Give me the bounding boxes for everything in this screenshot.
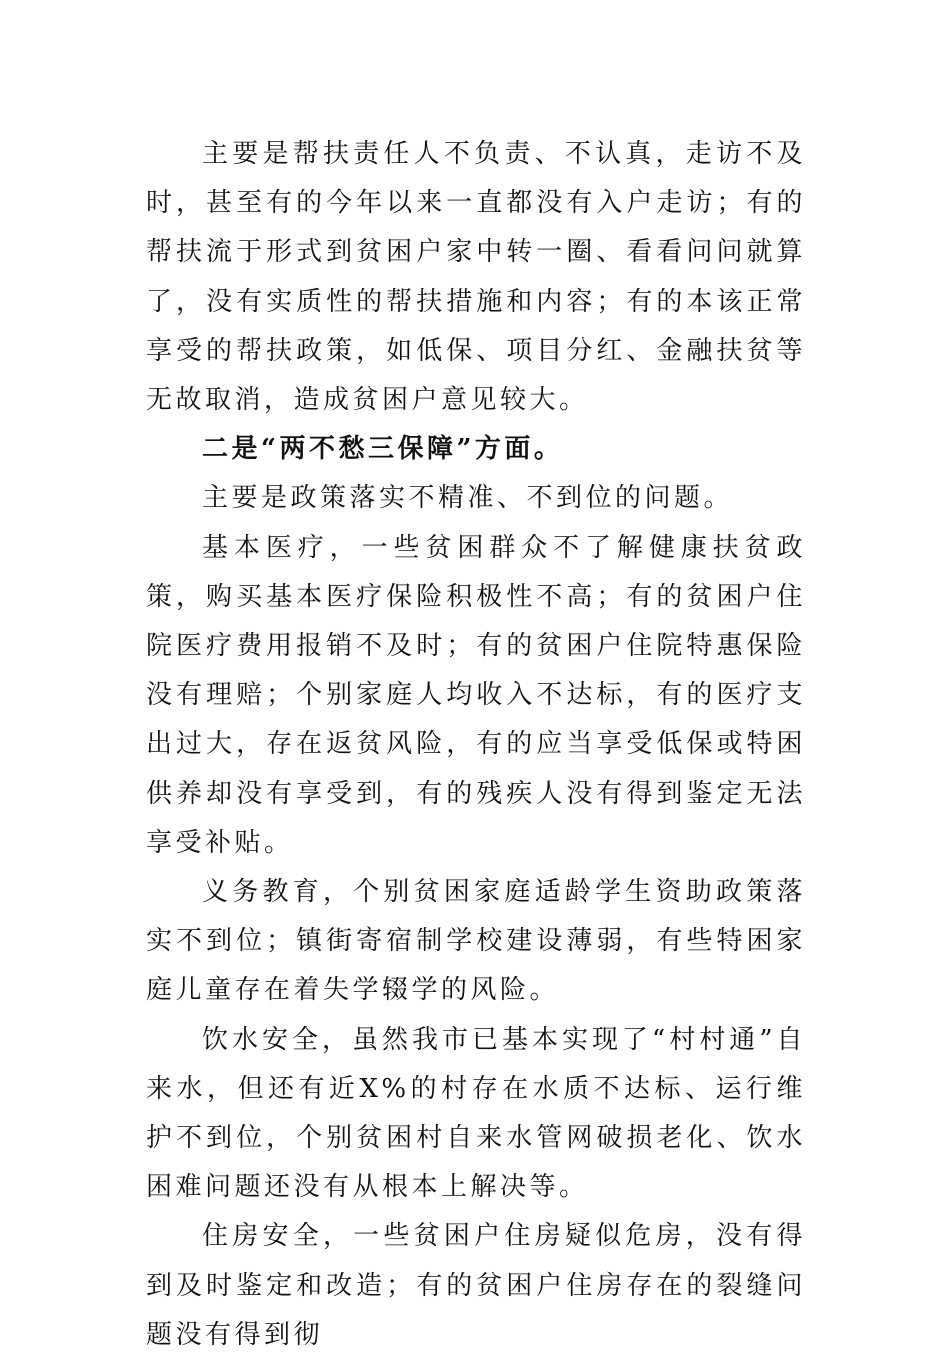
paragraph-help-responsibility: 主要是帮扶责任人不负责、不认真，走访不及时，甚至有的今年以来一直都没有入户走访；有的帮扶流于形式到贫困户家中转一圈、看看问问就算了，没有实质性的帮扶措施和内容；有的本该正常享受的帮扶政策，如低保、项目分红、金融扶贫等无故取消，造成贫困户意见较大。 bbox=[146, 139, 806, 416]
document-body bbox=[146, 130, 806, 1360]
paragraph-basic-medical: 基本医疗，一些贫困群众不了解健康扶贫政策，购买基本医疗保险积极性不高；有的贫困户住院医疗费用报销不及时；有的贫困户住院特惠保险没有理赔；个别家庭人均收入不达标，有的医疗支出过大，存在返贫风险，有的应当享受低保或特困供养却没有享受到，有的残疾人没有得到鉴定无法享受补贴。 bbox=[146, 532, 806, 858]
paragraph-drinking-water: 饮水安全，虽然我市已基本实现了“村村通”自来水，但还有近X%的村存在水质不达标、运行维护不到位，个别贫困村自来水管网破损老化、饮水困难问题还没有从根本上解决等。 bbox=[146, 1024, 806, 1203]
section-heading-two-assurances: 二是“两不愁三保障”方面。 bbox=[202, 434, 564, 465]
paragraph-housing-safety: 住房安全，一些贫困户住房疑似危房，没有得到及时鉴定和改造；有的贫困户住房存在的裂缝问题没有得到彻 bbox=[146, 1221, 806, 1350]
paragraph-policy-implementation: 主要是政策落实不精准、不到位的问题。 bbox=[202, 483, 734, 514]
paragraph-compulsory-education: 义务教育，个别贫困家庭适龄学生资助政策落实不到位；镇街寄宿制学校建设薄弱，有些特困家庭儿童存在着失学辍学的风险。 bbox=[146, 877, 806, 1006]
